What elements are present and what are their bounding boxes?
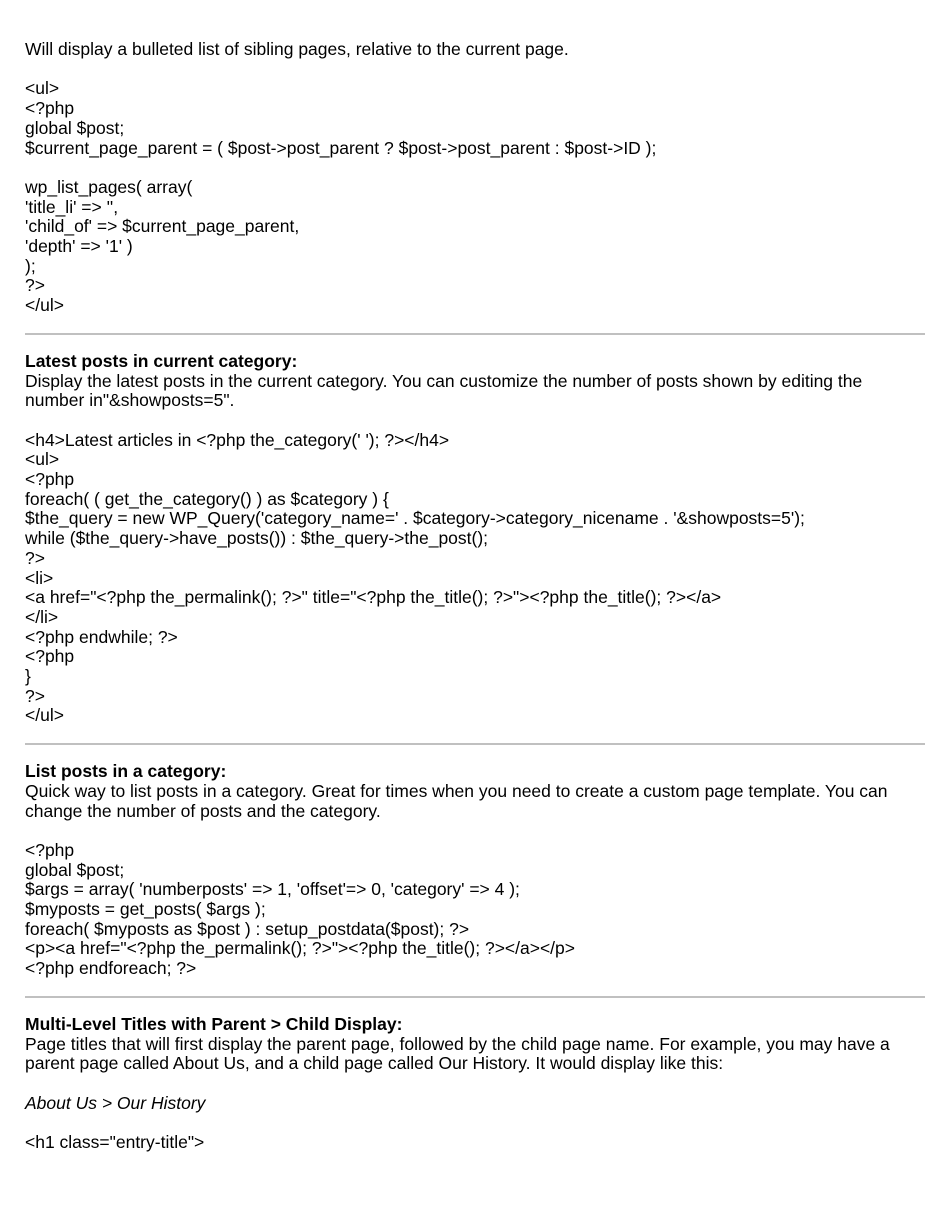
code-line: while ($the_query->have_posts()) : $the_query->the_post(); [25,528,489,549]
code-line: $the_query = new WP_Query('category_name=' . $category->category_nicename . '&showposts=5'); [25,508,805,529]
code-line: 'title_li' => '', [25,196,119,217]
section-list-posts [25,762,925,979]
code-line: <a href="<?php the_permalink(); ?>" title="<?php the_title(); ?>"><?php the_title(); ?></a> [25,587,722,608]
code-line: <?php [25,469,75,490]
code-line: ); [25,255,36,276]
code-line: foreach( $myposts as $post ) : setup_postdata($post); ?> [25,918,470,939]
code-line: <?php [25,839,75,860]
section-divider [25,743,925,745]
section-description: Page titles that will first display the parent page, followed by the child page name. For example, you may have a parent page called About Us, and a child page called Our History. It would display like this: [25,1033,890,1074]
code-block [25,1133,925,1153]
code-line: 'depth' => '1' ) [25,236,133,256]
code-block [25,841,925,979]
example-output: About Us > Our History [25,1092,206,1113]
code-line: <li> [25,567,54,588]
code-line: ?> [25,547,45,568]
code-block [25,431,925,727]
code-line: 'child_of' => $current_page_parent, [25,216,300,237]
code-line: global $post; [25,859,125,880]
code-block-siblings [25,79,925,315]
code-line: $current_page_parent = ( $post->post_parent ? $post->post_parent : $post->ID ); [25,137,657,158]
code-line: global $post; [25,117,125,138]
code-line: $args = array( 'numberposts' => 1, 'offset'=> 0, 'category' => 4 ); [25,879,520,900]
section-description: Display the latest posts in the current category. You can customize the number of posts shown by editing the number in"&showposts=5". [25,370,863,411]
code-line: <?php [25,98,75,119]
code-line: } [25,666,31,687]
code-line: <?php endforeach; ?> [25,958,197,979]
code-line: ?> [25,685,45,706]
code-line: <h1 class="entry-title"> [25,1132,205,1153]
intro-text: Will display a bulleted list of sibling pages, relative to the current page. [25,39,569,59]
code-line: <ul> [25,78,60,99]
section-description: Quick way to list posts in a category. Great for times when you need to create a custom page template. You can change the number of posts and the category. [25,780,888,821]
section-divider [25,996,925,998]
section-title: Multi-Level Titles with Parent > Child Display: [25,1013,403,1034]
code-line: <?php [25,646,75,667]
code-line: $myposts = get_posts( $args ); [25,899,266,920]
section-latest-posts [25,352,925,726]
code-line [25,158,925,178]
code-line: <?php endwhile; ?> [25,626,178,647]
code-line: </li> [25,606,59,627]
section-multi-level-titles [25,1015,925,1153]
document-page [25,40,925,1153]
section-title: Latest posts in current category: [25,350,298,371]
section-divider [25,333,925,335]
section-title: List posts in a category: [25,761,227,782]
code-line: <h4>Latest articles in <?php the_category(' '); ?></h4> [25,429,450,450]
code-line: ?> [25,275,45,296]
code-line: </ul> [25,295,64,316]
code-line: wp_list_pages( array( [25,176,193,197]
code-line: </ul> [25,705,64,726]
code-line: foreach( ( get_the_category() ) as $category ) { [25,488,389,509]
code-line: <ul> [25,449,60,470]
code-line: <p><a href="<?php the_permalink(); ?>"><?php the_title(); ?></a></p> [25,938,575,959]
